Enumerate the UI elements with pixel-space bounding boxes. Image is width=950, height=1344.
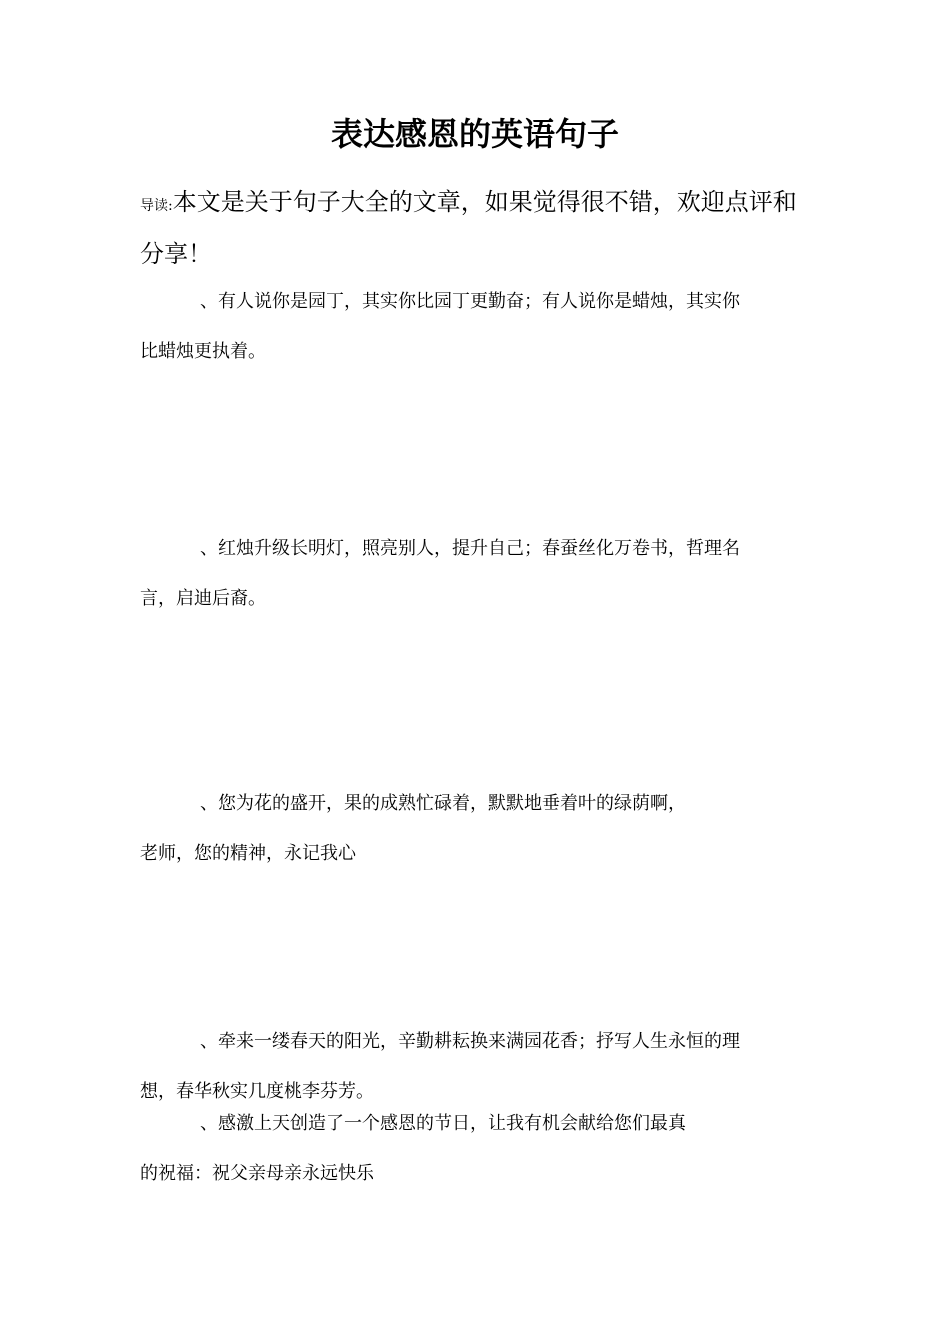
- paragraph-1-line-2: 比蜡烛更执着。: [140, 341, 266, 362]
- page-title: 表达感恩的英语句子: [330, 115, 619, 153]
- intro-paragraph: [140, 178, 810, 278]
- paragraph-2-line-1: 、红烛升级长明灯，照亮别人，提升自己；春蚕丝化万卷书，哲理名: [200, 538, 740, 559]
- paragraph-1-line-1: 、有人说你是园丁，其实你比园丁更勤奋；有人说你是蜡烛，其实你: [200, 291, 740, 312]
- paragraph-3-line-1: 、您为花的盛开，果的成熟忙碌着，默默地垂着叶的绿荫啊，: [200, 793, 686, 814]
- paragraph-3-line-2: 老师，您的精神，永记我心: [140, 843, 356, 864]
- paragraph-2-line-2: 言，启迪后裔。: [140, 588, 266, 609]
- paragraph-4-line-1: 、牵来一缕春天的阳光，辛勤耕耘换来满园花香；抒写人生永恒的理: [200, 1031, 740, 1052]
- paragraph-5: [140, 1099, 810, 1199]
- paragraph-4-line-2: 想，春华秋实几度桃李芬芳。: [140, 1081, 374, 1102]
- paragraph-5-line-1: 、感激上天创造了一个感恩的节日，让我有机会献给您们最真: [200, 1113, 686, 1134]
- paragraph-5-line-2: 的祝福：祝父亲母亲永远快乐: [140, 1163, 374, 1184]
- paragraph-3: [140, 779, 810, 879]
- intro-label: 导读:: [140, 198, 173, 214]
- paragraph-2: [140, 524, 810, 624]
- intro-text: 本文是关于句子大全的文章，如果觉得很不错，欢迎点评和分享！: [140, 188, 797, 268]
- paragraph-1: [140, 277, 810, 377]
